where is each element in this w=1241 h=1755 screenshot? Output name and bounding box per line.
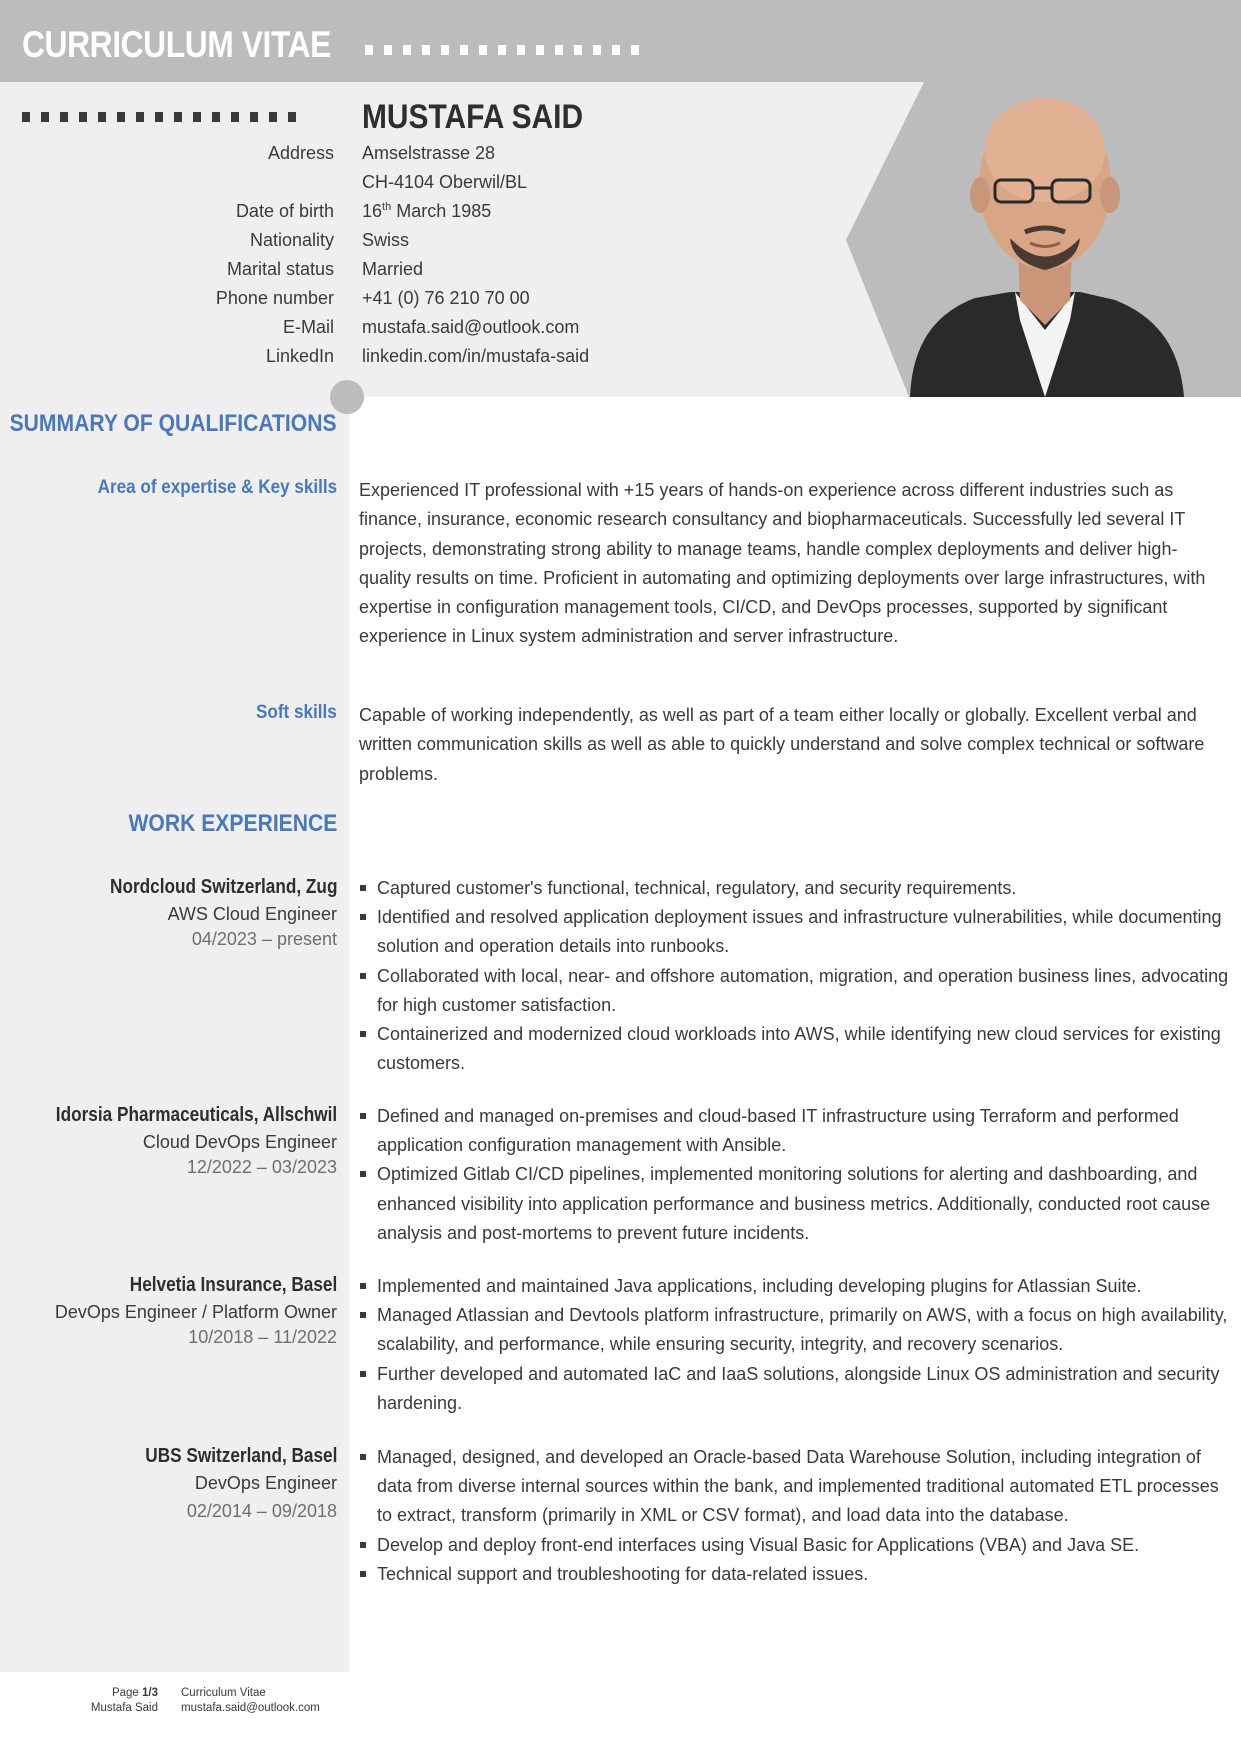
job-bullets (359, 1443, 1229, 1589)
job-bullet: Managed Atlassian and Devtools platform infrastructure, primarily on AWS, with a focus on high availability, scalability, and performance, while ensuring security, integrity, and recovery scenarios. (359, 1301, 1229, 1359)
email-value[interactable]: mustafa.said@outlook.com (362, 317, 580, 337)
marital-label: Marital status (226, 259, 334, 279)
footer-page-number: 1/3 (142, 1687, 158, 1699)
dob-month-year: March 1985 (391, 201, 492, 221)
soft-skills-label: Soft skills (256, 702, 337, 723)
job-bullet: Collaborated with local, near- and offshore automation, migration, and operation business lines, advocating for high customer satisfaction. (359, 962, 1229, 1020)
decorative-dots-left (22, 112, 296, 122)
job-bullet: Managed, designed, and developed an Oracle-based Data Warehouse Solution, including integration of data from diverse internal sources within the bank, and implemented traditional automated ETL processes to extract, transform (primarily in XML or CSV format), and load data into the database. (359, 1443, 1229, 1531)
section-divider-circle (330, 380, 364, 414)
job-role: DevOps Engineer / Platform Owner (54, 1302, 337, 1322)
nationality-label: Nationality (249, 230, 334, 250)
job-bullet: Technical support and troubleshooting for data-related issues. (359, 1560, 1229, 1589)
job-company: Nordcloud Switzerland, Zug (109, 876, 337, 898)
job-company: UBS Switzerland, Basel (144, 1445, 337, 1467)
job-bullets (359, 874, 1229, 1078)
job-bullet: Optimized Gitlab CI/CD pipelines, implemented monitoring solutions for alerting and dashboarding, and enhanced visibility into application performance and business metrics. Additionally, conducted root cause analysis and post-mortems to prevent future incidents. (359, 1160, 1229, 1248)
dob-day: 16 (362, 201, 383, 221)
job-bullet: Further developed and automated IaC and IaaS solutions, alongside Linux OS administration and security hardening. (359, 1360, 1229, 1418)
summary-heading: SUMMARY OF QUALIFICATIONS (10, 410, 337, 437)
address-line1: Amselstrasse 28 (362, 143, 496, 163)
expertise-label: Area of expertise & Key skills (97, 477, 337, 498)
linkedin-value[interactable]: linkedin.com/in/mustafa-said (362, 346, 590, 366)
address-label: Address (267, 143, 334, 163)
dob-suffix: th (382, 201, 392, 213)
job-dates: 02/2014 – 09/2018 (186, 1501, 337, 1521)
footer-doc-title: Curriculum Vitae (181, 1687, 266, 1699)
phone-label: Phone number (215, 288, 334, 308)
job-company: Idorsia Pharmaceuticals, Allschwil (55, 1104, 337, 1126)
person-name: MUSTAFA SAID (362, 98, 584, 136)
photo-frame-shape (0, 0, 1241, 400)
job-bullets (359, 1272, 1229, 1418)
dob-value (362, 201, 491, 222)
job-bullet: Identified and resolved application deployment issues and infrastructure vulnerabilities, while documenting solution and operation details into runbooks. (359, 903, 1229, 961)
footer-email: mustafa.said@outlook.com (181, 1702, 320, 1714)
job-company: Helvetia Insurance, Basel (129, 1274, 337, 1296)
job-bullet: Develop and deploy front-end interfaces using Visual Basic for Applications (VBA) and Java SE. (359, 1531, 1229, 1560)
job-dates: 12/2022 – 03/2023 (186, 1157, 337, 1177)
job-dates: 10/2018 – 11/2022 (188, 1327, 337, 1347)
footer-page-prefix: Page (111, 1687, 142, 1699)
nationality-value: Swiss (362, 230, 410, 250)
job-bullet: Implemented and maintained Java applications, including developing plugins for Atlassian Suite. (359, 1272, 1229, 1301)
dob-label: Date of birth (235, 201, 334, 221)
job-dates: 04/2023 – present (191, 929, 337, 949)
job-bullet: Defined and managed on-premises and cloud-based IT infrastructure using Terraform and performed application configuration management with Ansible. (359, 1102, 1229, 1160)
document-title: CURRICULUM VITAE (22, 24, 331, 65)
work-heading: WORK EXPERIENCE (128, 810, 337, 837)
job-bullet: Containerized and modernized cloud workloads into AWS, while identifying new cloud services for existing customers. (359, 1020, 1229, 1078)
job-role: AWS Cloud Engineer (167, 904, 337, 924)
job-bullet: Captured customer's functional, technical, regulatory, and security requirements. (359, 874, 1229, 903)
phone-value: +41 (0) 76 210 70 00 (362, 288, 530, 308)
soft-skills-text: Capable of working independently, as well as part of a team either locally or globally. Excellent verbal and written communication skills as well as able to quickly understand and solve complex technical or software problems. (359, 705, 1205, 784)
job-role: DevOps Engineer (194, 1473, 337, 1493)
marital-value: Married (362, 259, 424, 279)
job-bullets (359, 1102, 1229, 1248)
footer-name: Mustafa Said (90, 1702, 158, 1714)
address-line2: CH-4104 Oberwil/BL (362, 172, 528, 192)
email-label: E-Mail (282, 317, 334, 337)
footer-page (112, 1686, 158, 1701)
linkedin-label: LinkedIn (265, 346, 334, 366)
expertise-text: Experienced IT professional with +15 years of hands-on experience across different industries such as finance, insurance, economic research consultancy and biopharmaceuticals. Successfully led several IT projects, demonstrating strong ability to manage teams, handle complex deployments and deliver high-quality results on time. Proficient in automating and optimizing deployments over large infrastructures, with expertise in configuration management tools, CI/CD, and DevOps processes, supported by significant experience in Linux system administration and server infrastructure. (359, 480, 1206, 647)
job-role: Cloud DevOps Engineer (142, 1132, 337, 1152)
